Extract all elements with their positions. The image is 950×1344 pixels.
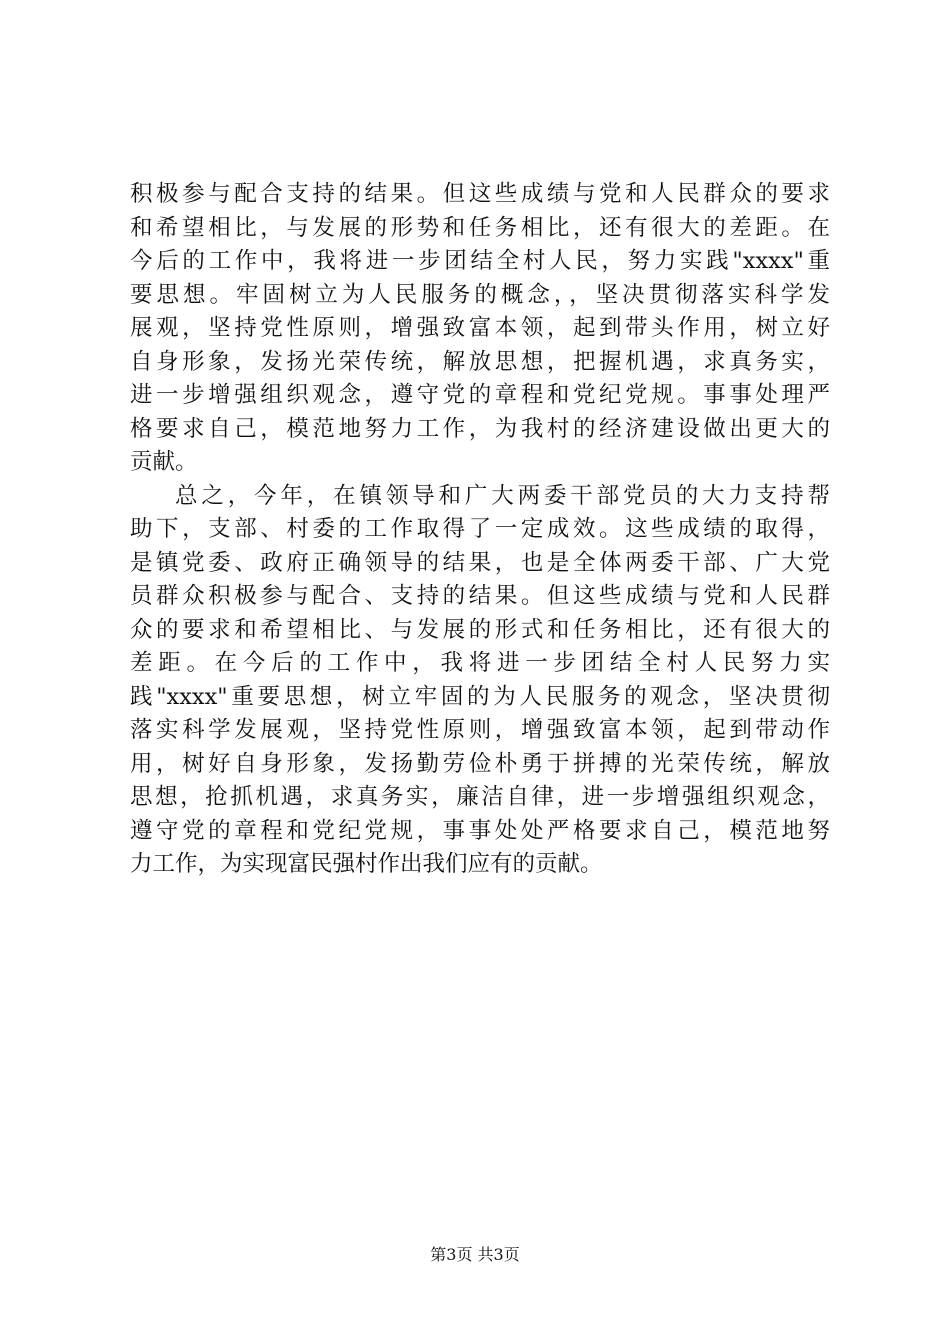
paragraph-line: 落实科学发展观，坚持党性原则，增强致富本领，起到带动作 — [130, 717, 830, 743]
document-body — [130, 178, 830, 882]
paragraph-line: 用，树好自身形象，发扬勤劳俭朴勇于拼搏的光荣传统，解放 — [130, 750, 830, 777]
paragraph-line: 自身形象，发扬光荣传统，解放思想，把握机遇，求真务实， — [130, 348, 830, 375]
paragraph-line: 今后的工作中，我将进一步团结全村人民，努力实践"xxxx"重 — [130, 248, 830, 274]
paragraph-line: 贡献。 — [130, 449, 198, 475]
paragraph-line: 践"xxxx"重要思想，树立牢固的为人民服务的观念，坚决贯彻 — [130, 683, 830, 710]
paragraph-line: 助下，支部、村委的工作取得了一定成效。这些成绩的取得， — [130, 516, 830, 542]
paragraph-line: 是镇党委、政府正确领导的结果，也是全体两委干部、广大党 — [130, 549, 830, 576]
paragraph-2 — [130, 480, 830, 882]
paragraph-line: 员群众积极参与配合、支持的结果。但这些成绩与党和人民群 — [130, 583, 830, 609]
paragraph-line: 总之，今年，在镇领导和广大两委干部党员的大力支持帮 — [175, 482, 830, 509]
paragraph-line: 思想，抢抓机遇，求真务实，廉洁自律，进一步增强组织观念， — [130, 784, 830, 810]
paragraph-line: 遵守党的章程和党纪党规，事事处处严格要求自己，模范地努 — [130, 817, 830, 844]
page-number-footer: 第3页 共3页 — [430, 1245, 520, 1264]
paragraph-line: 差距。在今后的工作中，我将进一步团结全村人民努力实 — [130, 650, 830, 676]
paragraph-line: 进一步增强组织观念，遵守党的章程和党纪党规。事事处理严 — [130, 382, 830, 408]
paragraph-1 — [130, 178, 830, 480]
paragraph-line: 众的要求和希望相比、与发展的形式和任务相比，还有很大的 — [130, 616, 830, 643]
paragraph-line: 积极参与配合支持的结果。但这些成绩与党和人民群众的要求 — [130, 181, 830, 207]
paragraph-line: 要思想。牢固树立为人民服务的概念，，坚决贯彻落实科学发 — [130, 281, 830, 308]
paragraph-line: 展观，坚持党性原则，增强致富本领，起到带头作用，树立好 — [130, 315, 830, 341]
paragraph-line: 和希望相比，与发展的形势和任务相比，还有很大的差距。在 — [130, 214, 830, 241]
paragraph-line: 格要求自己，模范地努力工作，为我村的经济建设做出更大的 — [130, 415, 830, 442]
paragraph-line: 力工作，为实现富民强村作出我们应有的贡献。 — [130, 851, 603, 877]
